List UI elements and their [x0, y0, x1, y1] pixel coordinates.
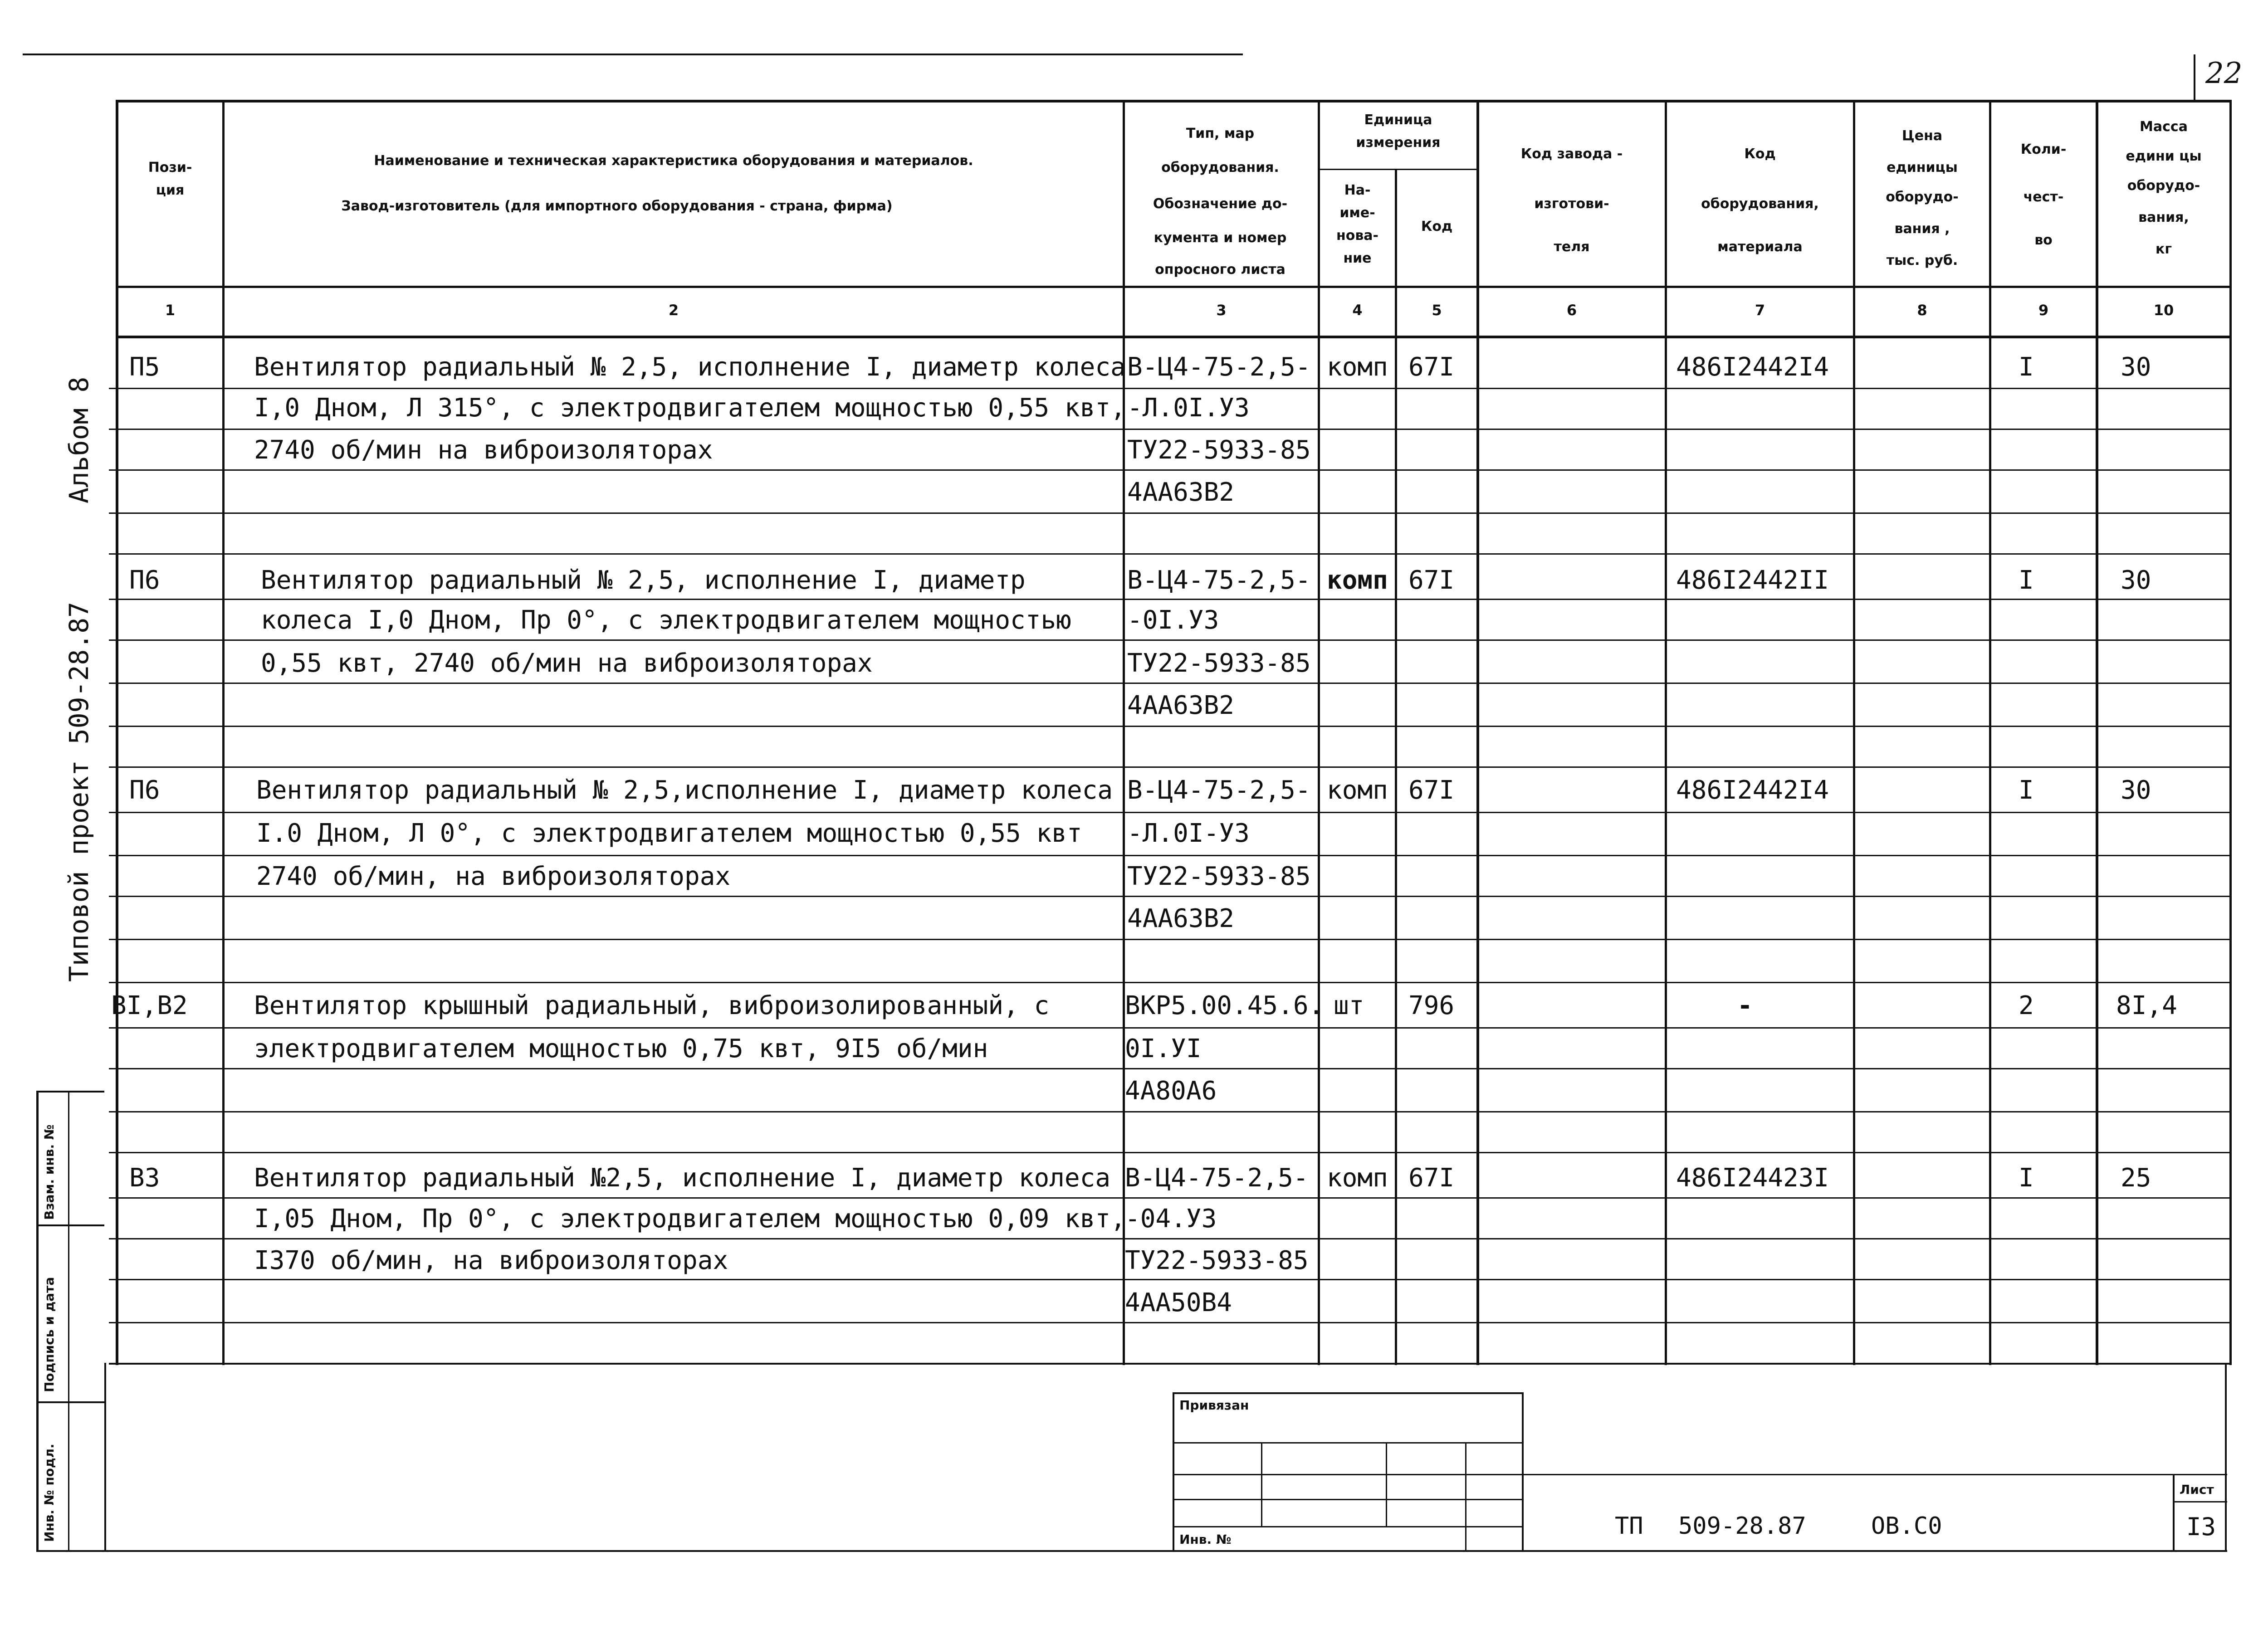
row-type-line: 4АА50В4 — [1125, 1288, 1232, 1317]
row-position: П6 — [129, 566, 160, 595]
row-type-line: ТУ22-5933-85 — [1127, 649, 1311, 678]
row-unit: шт — [1334, 991, 1364, 1020]
row-name-line: Вентилятор радиальный № 2,5, исполнение I, диаметр колеса — [254, 352, 1126, 382]
row-name-line: Вентилятор радиальный №2,5, исполнение I, диаметр колеса — [254, 1163, 1111, 1193]
row-type-line: ТУ22-5933-85 — [1125, 1246, 1309, 1275]
row-type-line: В-Ц4-75-2,5- — [1127, 776, 1311, 805]
page-number: 22 — [2205, 57, 2243, 90]
row-type-line: 4АА63В2 — [1127, 904, 1235, 933]
row-position: П6 — [129, 776, 160, 805]
row-name-line: 2740 об/мин на виброизоляторах — [254, 435, 713, 465]
row-mat-code: - — [1737, 991, 1753, 1020]
row-type-line: ТУ22-5933-85 — [1127, 435, 1311, 465]
row-mass: 25 — [2121, 1163, 2151, 1193]
inv-no-label: Инв. № — [1179, 1532, 1232, 1547]
row-unit: комп — [1327, 352, 1388, 382]
row-unit: комп — [1327, 566, 1388, 595]
row-name-line: 0,55 квт, 2740 об/мин на виброизоляторах — [261, 649, 873, 678]
row-type-line: -04.У3 — [1125, 1204, 1217, 1234]
row-name-line: Вентилятор крышный радиальный, виброизолированный, с — [254, 991, 1050, 1020]
sheet-label: Лист — [2180, 1482, 2214, 1497]
row-code: 67I — [1408, 1163, 1455, 1193]
row-qty: 2 — [2019, 991, 2034, 1020]
row-name-line: I,0 Дном, Л 315°, с электродвигателем мощностью 0,55 квт, — [254, 393, 1126, 423]
row-code: 67I — [1408, 566, 1455, 595]
row-mat-code: 486I2442I4 — [1676, 776, 1829, 805]
row-type-line: 4А80А6 — [1125, 1076, 1217, 1106]
row-name-line: колеса I,0 Дном, Пр 0°, с электродвигателем мощностью — [261, 605, 1071, 635]
row-mat-code: 486I24423I — [1676, 1163, 1829, 1193]
row-position: В3 — [129, 1163, 160, 1193]
header-col1: Пози-ция — [148, 160, 192, 198]
header-col5: Код — [1421, 219, 1453, 234]
row-qty: I — [2019, 566, 2034, 595]
row-code: 67I — [1408, 776, 1455, 805]
top-rule — [23, 54, 1243, 55]
row-name-line: I.0 Дном, Л 0°, с электродвигателем мощностью 0,55 квт — [256, 819, 1082, 848]
privyazan-label: Привязан — [1179, 1398, 1249, 1413]
stamp-inv-podl: Инв. № подл. — [42, 1444, 57, 1542]
row-name-line: Вентилятор радиальный № 2,5, исполнение I, диаметр — [261, 566, 1026, 595]
row-mass: 30 — [2121, 776, 2151, 805]
row-type-line: В-Ц4-75-2,5- — [1125, 1163, 1309, 1193]
row-type-line: -0I.У3 — [1127, 605, 1219, 635]
row-name-line: электродвигателем мощностью 0,75 квт, 9I5 об/мин — [254, 1034, 988, 1063]
sheet-number: I3 — [2186, 1512, 2216, 1541]
header-col2-line1: Наименование и техническая характеристика оборудования и материалов. — [374, 153, 973, 169]
stamp-inv-zam: Взам. инв. № — [42, 1124, 57, 1220]
row-name-line: I,05 Дном, Пр 0°, с электродвигателем мощностью 0,09 квт, — [254, 1204, 1126, 1234]
row-position: П5 — [129, 352, 160, 382]
row-unit: комп — [1327, 776, 1388, 805]
row-name-line: Вентилятор радиальный № 2,5,исполнение I, диаметр колеса — [256, 776, 1113, 805]
row-type-line: -Л.0I-У3 — [1127, 819, 1250, 848]
row-type-line: ВКР5.00.45.6. — [1125, 991, 1324, 1020]
doc-prefix: ТП — [1615, 1512, 1643, 1540]
row-code: 67I — [1408, 352, 1455, 382]
doc-number: 509-28.87 — [1678, 1512, 1806, 1540]
row-qty: I — [2019, 352, 2034, 382]
stamp-signature-date: Подпись и дата — [42, 1277, 57, 1392]
row-mass: 8I,4 — [2116, 991, 2177, 1020]
album-label: Альбом 8 — [64, 376, 94, 503]
row-type-line: ТУ22-5933-85 — [1127, 862, 1311, 891]
row-type-line: 4АА63В2 — [1127, 691, 1235, 720]
row-name-line: I370 об/мин, на виброизоляторах — [254, 1246, 728, 1275]
page-number-mark — [2194, 54, 2195, 100]
row-type-line: -Л.0I.У3 — [1127, 393, 1250, 423]
project-label: Типовой проект 509-28.87 — [64, 601, 94, 982]
row-type-line: 0I.УI — [1125, 1034, 1202, 1063]
row-qty: I — [2019, 1163, 2034, 1193]
row-type-line: В-Ц4-75-2,5- — [1127, 566, 1311, 595]
row-type-line: В-Ц4-75-2,5- — [1127, 352, 1311, 382]
row-name-line: 2740 об/мин, на виброизоляторах — [256, 862, 731, 891]
row-mat-code: 486I2442II — [1676, 566, 1829, 595]
row-type-line: 4АА63В2 — [1127, 478, 1235, 507]
header-col2-line2: Завод-изготовитель (для импортного оборудования - страна, фирма) — [341, 198, 893, 214]
row-mass: 30 — [2121, 566, 2151, 595]
row-code: 796 — [1408, 991, 1455, 1020]
row-mat-code: 486I2442I4 — [1676, 352, 1829, 382]
row-qty: I — [2019, 776, 2034, 805]
row-mass: 30 — [2121, 352, 2151, 382]
row-unit: комп — [1327, 1163, 1388, 1193]
doc-code: ОВ.С0 — [1871, 1512, 1942, 1540]
row-position: BI,B2 — [111, 991, 188, 1020]
